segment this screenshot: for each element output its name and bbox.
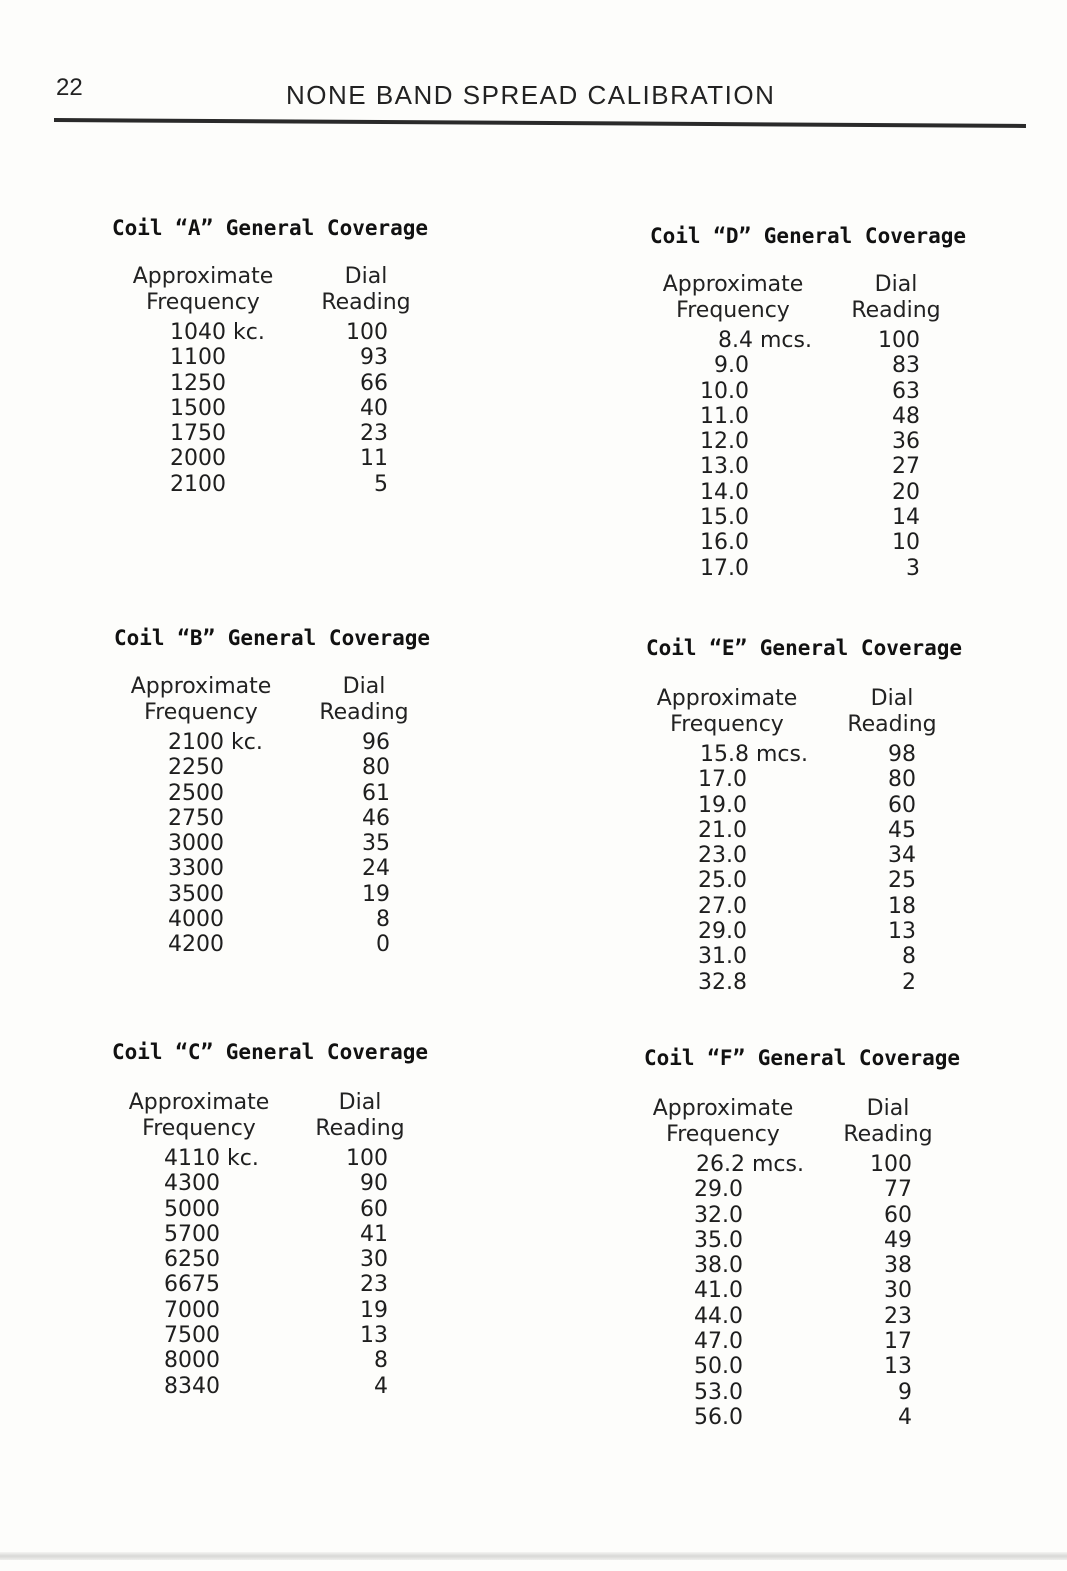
table-rows xyxy=(114,730,474,958)
frequency-header xyxy=(652,686,802,738)
dial-reading-cell: 63 xyxy=(892,378,920,404)
dial-reading-cell: 100 xyxy=(346,1146,388,1171)
frequency-cell: 1040 kc. xyxy=(170,320,265,345)
frequency-cell: 29.0 xyxy=(698,919,747,945)
table-rows xyxy=(646,742,1006,995)
frequency-cell: 4110 kc. xyxy=(164,1146,259,1171)
frequency-cell: 11.0 xyxy=(700,403,749,429)
frequency-cell: 31.0 xyxy=(698,944,747,970)
table-row xyxy=(112,371,472,396)
frequency-cell: 50.0 xyxy=(694,1354,743,1380)
dial-reading-cell: 60 xyxy=(884,1202,912,1228)
table-row xyxy=(650,328,1010,353)
coil-d-table xyxy=(650,224,1010,581)
dial-reading-cell: 23 xyxy=(360,1272,388,1298)
frequency-cell: 2250 xyxy=(168,755,224,781)
table-row xyxy=(650,480,1010,505)
dial-reading-cell: 41 xyxy=(360,1221,388,1247)
frequency-header-line1: Approximate xyxy=(132,264,274,289)
frequency-cell: 26.2 mcs. xyxy=(696,1152,804,1177)
frequency-header-line1: Approximate xyxy=(652,1096,794,1121)
frequency-cell: 4000 xyxy=(168,907,224,933)
coil-c-title: Coil “C” General Coverage xyxy=(112,1040,429,1064)
dial-header-line2: Reading xyxy=(315,1116,405,1141)
table-row xyxy=(644,1228,1004,1253)
table-row xyxy=(114,831,474,856)
frequency-cell: 5000 xyxy=(164,1196,220,1222)
frequency-cell: 6675 xyxy=(164,1272,220,1298)
dial-header-line1: Dial xyxy=(342,674,386,699)
page-title: NONE BAND SPREAD CALIBRATION xyxy=(286,80,776,110)
frequency-cell: 4300 xyxy=(164,1171,220,1197)
coil-b-title: Coil “B” General Coverage xyxy=(114,626,431,650)
frequency-cell: 17.0 xyxy=(700,555,749,581)
table-rows xyxy=(650,328,1010,581)
table-row xyxy=(644,1329,1004,1354)
frequency-header-line2: Frequency xyxy=(676,298,790,323)
table-row xyxy=(112,320,472,345)
table-row xyxy=(650,429,1010,454)
frequency-cell: 35.0 xyxy=(694,1227,743,1253)
frequency-cell: 19.0 xyxy=(698,792,747,818)
table-row xyxy=(114,882,474,907)
dial-reading-cell: 13 xyxy=(888,919,916,945)
frequency-cell: 3300 xyxy=(168,856,224,882)
table-row xyxy=(112,1247,472,1272)
dial-header xyxy=(316,264,416,316)
frequency-cell: 8.4 mcs. xyxy=(718,328,812,353)
table-row xyxy=(112,1171,472,1196)
table-row xyxy=(114,856,474,881)
dial-reading-cell: 10 xyxy=(892,530,920,556)
dial-header-line1: Dial xyxy=(338,1090,382,1115)
dial-reading-cell: 27 xyxy=(892,454,920,480)
table-row xyxy=(646,970,1006,995)
frequency-cell: 1500 xyxy=(170,395,226,421)
column-headers xyxy=(112,1090,472,1146)
dial-reading-cell: 80 xyxy=(362,755,390,781)
dial-reading-cell: 4 xyxy=(374,1373,388,1399)
table-row xyxy=(646,793,1006,818)
coil-b-table xyxy=(114,626,474,958)
dial-reading-cell: 25 xyxy=(888,868,916,894)
column-headers xyxy=(646,686,1006,742)
dial-reading-cell: 8 xyxy=(374,1348,388,1374)
coil-f-table xyxy=(644,1046,1004,1430)
table-row xyxy=(646,944,1006,969)
dial-header-line2: Reading xyxy=(851,298,941,323)
dial-reading-cell: 19 xyxy=(360,1297,388,1323)
dial-reading-cell: 23 xyxy=(360,421,388,447)
dial-reading-cell: 30 xyxy=(884,1278,912,1304)
frequency-cell: 38.0 xyxy=(694,1253,743,1279)
coil-d-title: Coil “D” General Coverage xyxy=(650,224,967,248)
table-row xyxy=(650,530,1010,555)
table-row xyxy=(112,345,472,370)
frequency-cell: 21.0 xyxy=(698,817,747,843)
table-row xyxy=(114,730,474,755)
table-row xyxy=(112,396,472,421)
coil-a-title: Coil “A” General Coverage xyxy=(112,216,429,240)
table-row xyxy=(112,1298,472,1323)
coil-f-title: Coil “F” General Coverage xyxy=(644,1046,961,1070)
frequency-cell: 41.0 xyxy=(694,1278,743,1304)
dial-reading-cell: 96 xyxy=(362,730,390,755)
dial-reading-cell: 46 xyxy=(362,805,390,831)
frequency-cell: 27.0 xyxy=(698,893,747,919)
table-row xyxy=(644,1253,1004,1278)
table-row xyxy=(644,1354,1004,1379)
table-row xyxy=(114,781,474,806)
frequency-cell: 29.0 xyxy=(694,1177,743,1203)
table-rows xyxy=(112,320,472,497)
frequency-cell: 16.0 xyxy=(700,530,749,556)
frequency-cell: 2100 xyxy=(170,471,226,497)
table-row xyxy=(650,556,1010,581)
dial-header-line2: Reading xyxy=(319,700,409,725)
dial-reading-cell: 60 xyxy=(360,1196,388,1222)
table-row xyxy=(112,1222,472,1247)
table-rows xyxy=(644,1152,1004,1430)
dial-reading-cell: 61 xyxy=(362,780,390,806)
dial-reading-cell: 83 xyxy=(892,353,920,379)
frequency-header xyxy=(658,272,808,324)
dial-reading-cell: 93 xyxy=(360,345,388,371)
table-row xyxy=(112,446,472,471)
dial-reading-cell: 17 xyxy=(884,1329,912,1355)
dial-header-line1: Dial xyxy=(874,272,918,297)
dial-reading-cell: 13 xyxy=(360,1323,388,1349)
dial-header xyxy=(842,686,942,738)
dial-reading-cell: 11 xyxy=(360,446,388,472)
dial-header xyxy=(310,1090,410,1142)
frequency-cell: 23.0 xyxy=(698,843,747,869)
frequency-cell: 1250 xyxy=(170,370,226,396)
table-row xyxy=(644,1304,1004,1329)
coil-e-table xyxy=(646,636,1006,995)
frequency-cell: 47.0 xyxy=(694,1329,743,1355)
dial-reading-cell: 4 xyxy=(898,1404,912,1430)
column-headers xyxy=(112,264,472,320)
frequency-cell: 7500 xyxy=(164,1323,220,1349)
table-row xyxy=(646,919,1006,944)
dial-reading-cell: 60 xyxy=(888,792,916,818)
dial-reading-cell: 77 xyxy=(884,1177,912,1203)
frequency-cell: 15.8 mcs. xyxy=(700,742,808,767)
table-row xyxy=(644,1405,1004,1430)
dial-reading-cell: 23 xyxy=(884,1303,912,1329)
dial-reading-cell: 30 xyxy=(360,1247,388,1273)
frequency-cell: 53.0 xyxy=(694,1379,743,1405)
frequency-cell: 1750 xyxy=(170,421,226,447)
frequency-cell: 3000 xyxy=(168,831,224,857)
frequency-cell: 1100 xyxy=(170,345,226,371)
dial-reading-cell: 24 xyxy=(362,856,390,882)
frequency-cell: 13.0 xyxy=(700,454,749,480)
frequency-header xyxy=(126,674,276,726)
column-headers xyxy=(644,1096,1004,1152)
page-bottom-edge xyxy=(0,1552,1067,1560)
table-row xyxy=(644,1203,1004,1228)
frequency-cell: 4200 xyxy=(168,932,224,958)
coil-c-table xyxy=(112,1040,472,1399)
dial-reading-cell: 66 xyxy=(360,370,388,396)
table-row xyxy=(646,868,1006,893)
table-row xyxy=(112,1146,472,1171)
dial-reading-cell: 5 xyxy=(374,471,388,497)
column-headers xyxy=(650,272,1010,328)
dial-reading-cell: 36 xyxy=(892,429,920,455)
frequency-cell: 7000 xyxy=(164,1297,220,1323)
table-row xyxy=(114,806,474,831)
coil-e-title: Coil “E” General Coverage xyxy=(646,636,963,660)
table-row xyxy=(112,421,472,446)
frequency-cell: 44.0 xyxy=(694,1303,743,1329)
frequency-header-line2: Frequency xyxy=(146,290,260,315)
frequency-cell: 2750 xyxy=(168,805,224,831)
dial-reading-cell: 9 xyxy=(898,1379,912,1405)
dial-reading-cell: 48 xyxy=(892,403,920,429)
dial-reading-cell: 98 xyxy=(888,742,916,767)
dial-reading-cell: 100 xyxy=(870,1152,912,1177)
table-row xyxy=(650,379,1010,404)
dial-header xyxy=(846,272,946,324)
table-row xyxy=(646,818,1006,843)
frequency-cell: 14.0 xyxy=(700,479,749,505)
table-row xyxy=(114,907,474,932)
frequency-header-line2: Frequency xyxy=(144,700,258,725)
page-number: 22 xyxy=(56,74,83,101)
dial-header-line2: Reading xyxy=(847,712,937,737)
dial-reading-cell: 40 xyxy=(360,395,388,421)
frequency-header xyxy=(124,1090,274,1142)
dial-reading-cell: 0 xyxy=(376,932,390,958)
table-row xyxy=(112,472,472,497)
table-row xyxy=(650,404,1010,429)
table-row xyxy=(646,843,1006,868)
dial-reading-cell: 3 xyxy=(906,555,920,581)
dial-reading-cell: 90 xyxy=(360,1171,388,1197)
dial-header-line1: Dial xyxy=(870,686,914,711)
frequency-header-line2: Frequency xyxy=(142,1116,256,1141)
table-row xyxy=(650,454,1010,479)
table-rows xyxy=(112,1146,472,1399)
table-row xyxy=(112,1374,472,1399)
dial-reading-cell: 20 xyxy=(892,479,920,505)
frequency-header-line2: Frequency xyxy=(670,712,784,737)
dial-reading-cell: 14 xyxy=(892,505,920,531)
table-row xyxy=(644,1278,1004,1303)
dial-reading-cell: 49 xyxy=(884,1227,912,1253)
dial-reading-cell: 2 xyxy=(902,969,916,995)
dial-reading-cell: 13 xyxy=(884,1354,912,1380)
frequency-cell: 5700 xyxy=(164,1221,220,1247)
frequency-cell: 3500 xyxy=(168,881,224,907)
frequency-header xyxy=(648,1096,798,1148)
dial-reading-cell: 100 xyxy=(346,320,388,345)
frequency-header xyxy=(128,264,278,316)
dial-reading-cell: 18 xyxy=(888,893,916,919)
frequency-header-line2: Frequency xyxy=(666,1122,780,1147)
frequency-cell: 12.0 xyxy=(700,429,749,455)
table-row xyxy=(644,1380,1004,1405)
table-row xyxy=(646,767,1006,792)
table-row xyxy=(646,742,1006,767)
dial-reading-cell: 34 xyxy=(888,843,916,869)
dial-reading-cell: 8 xyxy=(902,944,916,970)
dial-reading-cell: 19 xyxy=(362,881,390,907)
table-row xyxy=(644,1177,1004,1202)
coil-a-table xyxy=(112,216,472,497)
frequency-header-line1: Approximate xyxy=(662,272,804,297)
table-row xyxy=(644,1152,1004,1177)
table-row xyxy=(112,1197,472,1222)
dial-header-line1: Dial xyxy=(866,1096,910,1121)
frequency-cell: 25.0 xyxy=(698,868,747,894)
frequency-header-line1: Approximate xyxy=(130,674,272,699)
frequency-cell: 8340 xyxy=(164,1373,220,1399)
table-row xyxy=(112,1323,472,1348)
frequency-cell: 2000 xyxy=(170,446,226,472)
dial-header xyxy=(314,674,414,726)
dial-reading-cell: 80 xyxy=(888,767,916,793)
table-row xyxy=(650,505,1010,530)
frequency-cell: 2500 xyxy=(168,780,224,806)
frequency-cell: 32.0 xyxy=(694,1202,743,1228)
frequency-cell: 6250 xyxy=(164,1247,220,1273)
header-rule xyxy=(54,118,1026,128)
dial-reading-cell: 8 xyxy=(376,907,390,933)
frequency-cell: 15.0 xyxy=(700,505,749,531)
table-row xyxy=(112,1348,472,1373)
frequency-cell: 2100 kc. xyxy=(168,730,263,755)
frequency-cell: 8000 xyxy=(164,1348,220,1374)
frequency-header-line1: Approximate xyxy=(656,686,798,711)
table-row xyxy=(114,755,474,780)
frequency-cell: 10.0 xyxy=(700,378,749,404)
dial-header-line2: Reading xyxy=(321,290,411,315)
dial-header-line1: Dial xyxy=(344,264,388,289)
table-row xyxy=(646,894,1006,919)
dial-header xyxy=(838,1096,938,1148)
frequency-cell: 32.8 xyxy=(698,969,747,995)
table-row xyxy=(114,932,474,957)
table-row xyxy=(650,353,1010,378)
dial-header-line2: Reading xyxy=(843,1122,933,1147)
frequency-cell: 17.0 xyxy=(698,767,747,793)
frequency-cell: 9.0 xyxy=(714,353,749,379)
frequency-cell: 56.0 xyxy=(694,1404,743,1430)
dial-reading-cell: 35 xyxy=(362,831,390,857)
dial-reading-cell: 100 xyxy=(878,328,920,353)
column-headers xyxy=(114,674,474,730)
dial-reading-cell: 38 xyxy=(884,1253,912,1279)
table-row xyxy=(112,1272,472,1297)
frequency-header-line1: Approximate xyxy=(128,1090,270,1115)
dial-reading-cell: 45 xyxy=(888,817,916,843)
